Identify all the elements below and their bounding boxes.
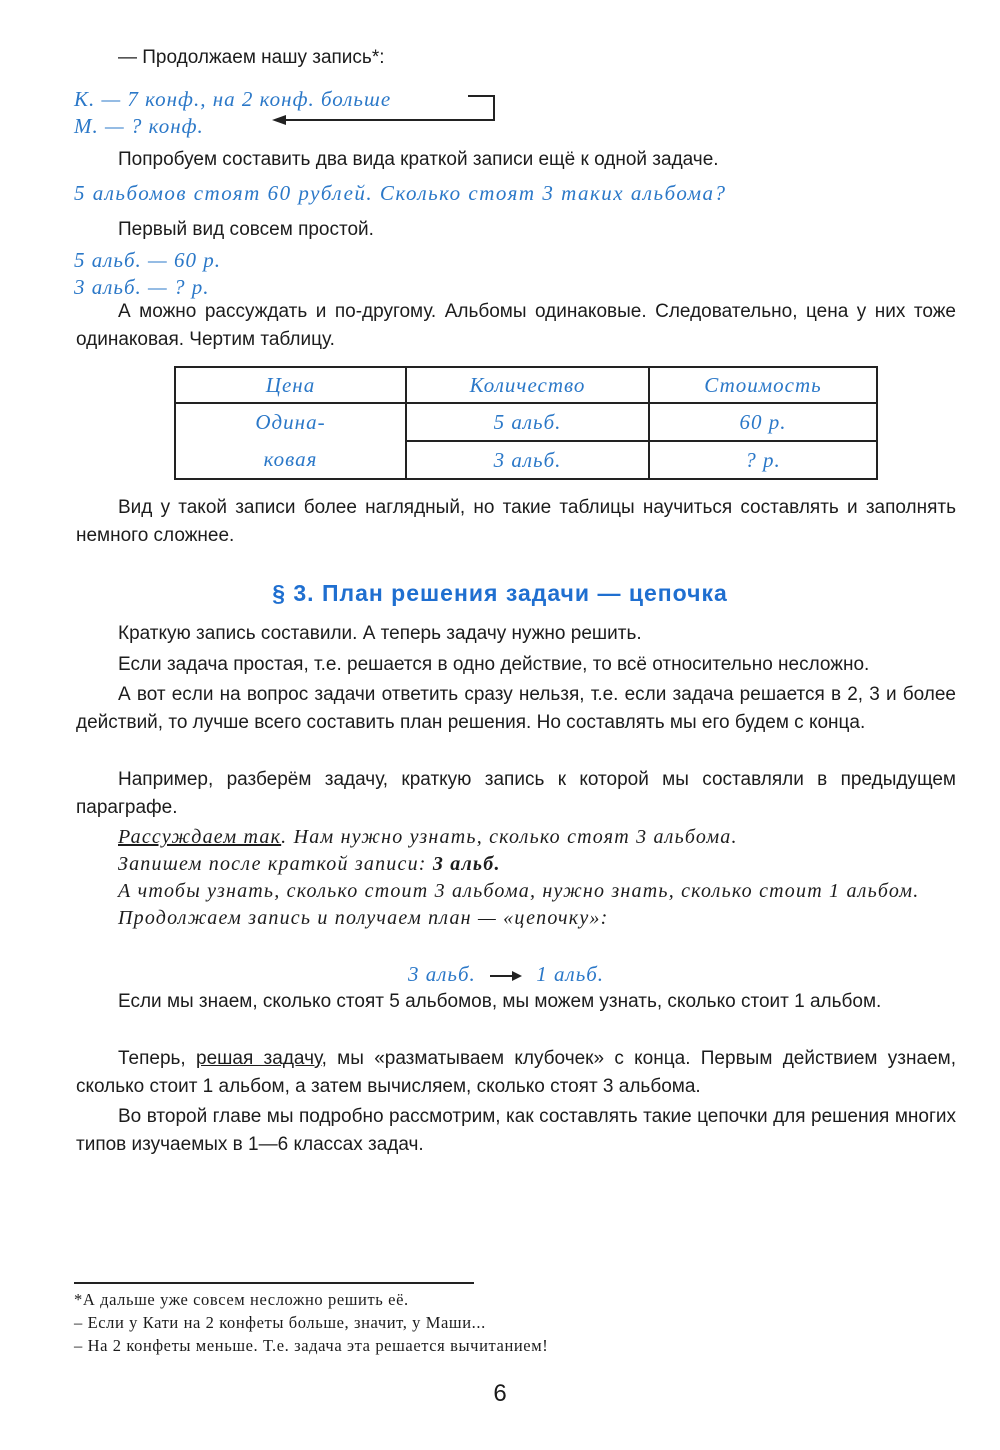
- chain-from: 3 альб.: [408, 962, 476, 986]
- short-record-albums: [74, 247, 221, 301]
- footnote-line: – Если у Кати на 2 конфеты больше, значит, у Маши...: [74, 1313, 486, 1332]
- paragraph-3: А вот если на вопрос задачи ответить сразу нельзя, т.е. если задача решается в 2, 3 и более действий, то лучше всего составить план решения. Но составлять мы его будем с конца.: [76, 684, 956, 733]
- paragraph-7: Во второй главе мы подробно рассмотрим, как составлять такие цепочки для решения многих типов изучаемых в 1—6 классах задач.: [76, 1106, 956, 1155]
- qty-cell: 5 альб.: [406, 403, 649, 441]
- p6-underlined: решая задачу: [196, 1048, 322, 1069]
- cost-cell: 60 р.: [649, 403, 877, 441]
- reasoning-line-3: А чтобы узнать, сколько стоит 3 альбома, нужно знать, сколько стоит 1 альбом.: [118, 880, 920, 902]
- task-statement: 5 альбомов стоят 60 рублей. Сколько стоят 3 таких альбома?: [74, 181, 727, 205]
- p6-pre: Теперь,: [118, 1048, 197, 1069]
- reasoning-block: [76, 824, 956, 932]
- paragraph-view: Вид у такой записи более наглядный, но такие таблицы научиться составлять и заполнять немного сложнее.: [76, 497, 956, 546]
- record-line-katya: К. — 7 конф., на 2 конф. больше: [74, 87, 392, 111]
- header-quantity: Количество: [406, 367, 649, 403]
- page-number: 6: [493, 1380, 507, 1407]
- table-row: [175, 403, 877, 441]
- paragraph-try: Попробуем составить два вида краткой записи ещё к одной задаче.: [118, 149, 719, 170]
- footnote-line: – На 2 конфеты меньше. Т.е. задача эта решается вычитанием!: [74, 1336, 549, 1355]
- paragraph-4: Например, разберём задачу, краткую запись к которой мы составляли в предыдущем параграфе.: [76, 769, 956, 818]
- header-cost: Стоимость: [649, 367, 877, 403]
- reasoning-line-2: [76, 851, 956, 878]
- reasoning-write-bold: 3 альб.: [432, 853, 501, 875]
- reasoning-line-4: Продолжаем запись и получаем план — «цепочку»:: [118, 907, 609, 929]
- right-arrow-icon: [488, 969, 524, 983]
- record-line-3-albums: 3 альб. — ? р.: [74, 275, 210, 299]
- footnote-divider: [74, 1282, 474, 1284]
- reasoning-rest: . Нам нужно узнать, сколько стоят 3 альбома.: [281, 826, 738, 848]
- paragraph-other-way: А можно рассуждать и по-другому. Альбомы одинаковые. Следовательно, цена у них тоже одинаковая. Чертим таблицу.: [76, 301, 956, 350]
- footnotes: [74, 1288, 548, 1357]
- paragraph-2: Если задача простая, т.е. решается в одно действие, то всё относительно несложно.: [118, 654, 870, 675]
- chain-to: 1 альб.: [536, 962, 605, 986]
- section-heading: § 3. План решения задачи — цепочка: [272, 580, 728, 606]
- footnote-line: *А дальше уже совсем несложно решить её.: [74, 1290, 409, 1309]
- paragraph-6: [76, 1045, 956, 1101]
- paragraph-first-view: Первый вид совсем простой.: [118, 219, 374, 240]
- intro-line: — Продолжаем нашу запись*:: [118, 47, 385, 68]
- price-cell-top: Одина-: [175, 403, 406, 441]
- cost-cell: ? р.: [649, 441, 877, 479]
- paragraph-5: Если мы знаем, сколько стоят 5 альбомов, мы можем узнать, сколько стоит 1 альбом.: [118, 991, 882, 1012]
- price-cell-bottom: ковая: [175, 441, 406, 479]
- record-line-masha: М. — ? конф.: [74, 114, 204, 138]
- comparison-arrow-icon: [270, 90, 500, 130]
- reasoning-lead: Рассуждаем так: [118, 826, 282, 848]
- paragraph-1: Краткую запись составили. А теперь задачу нужно решить.: [118, 623, 642, 644]
- table-header-row: [175, 367, 877, 403]
- reasoning-line-1: [76, 824, 956, 851]
- p6-post: , мы «разматываем клубочек» с конца. Первым действием узнаем, сколько стоит 1 альбом, а затем вычисляем, сколько стоят 3 альбома.: [76, 1048, 956, 1097]
- reasoning-write-prefix: Запишем после краткой записи:: [118, 853, 433, 875]
- plan-chain: [408, 962, 604, 987]
- record-line-5-albums: 5 альб. — 60 р.: [74, 248, 221, 272]
- price-quantity-cost-table: [174, 366, 878, 480]
- header-price: Цена: [175, 367, 406, 403]
- table-row: [175, 441, 877, 479]
- qty-cell: 3 альб.: [406, 441, 649, 479]
